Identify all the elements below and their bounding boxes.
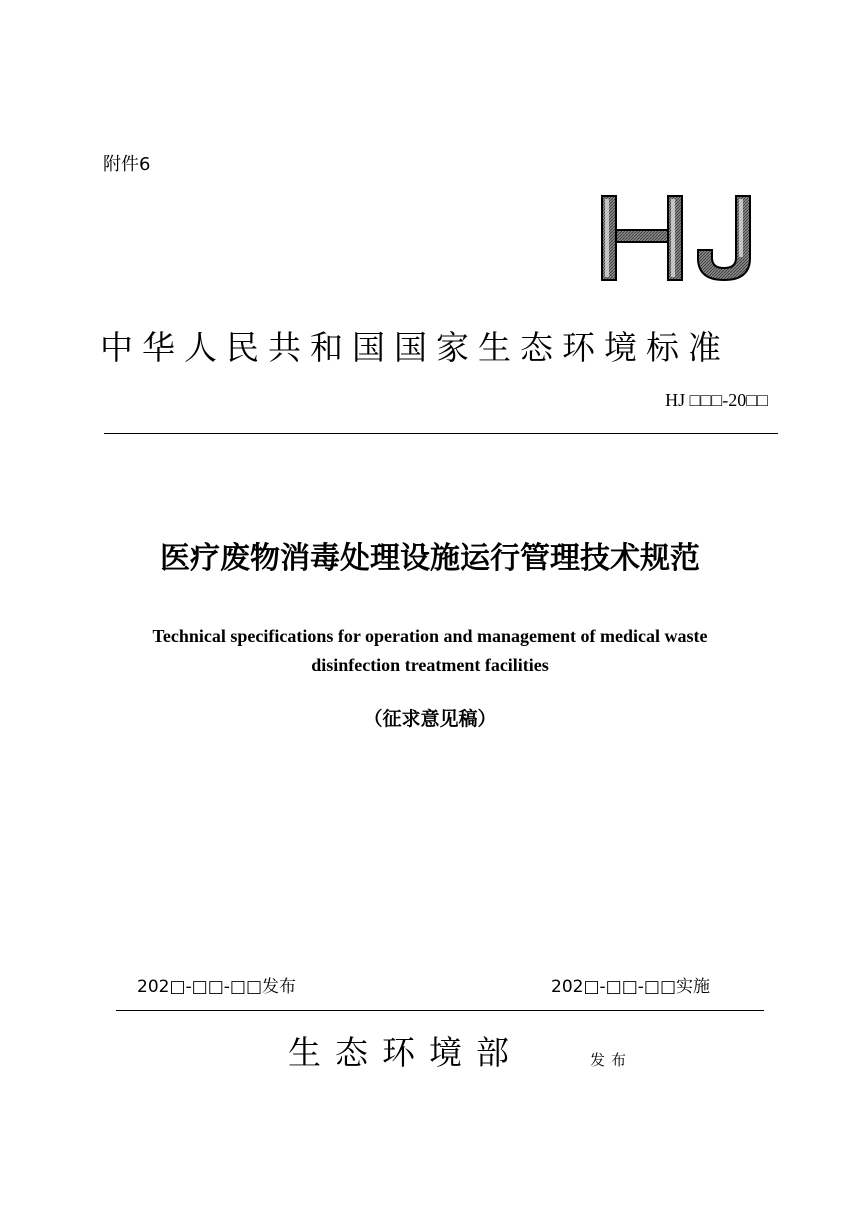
- issuer-action: 发布: [590, 1051, 633, 1069]
- footer-divider: [116, 1010, 764, 1011]
- implement-date: 202□-□□-□□实施: [551, 977, 711, 997]
- attachment-label: 附件6: [103, 154, 151, 175]
- document-title-cn: 医疗废物消毒处理设施运行管理技术规范: [160, 541, 700, 576]
- title-en-line-2: disinfection treatment facilities: [311, 655, 549, 675]
- issuer-name: 生态环境部: [288, 1033, 523, 1072]
- logo-letter-h: [602, 196, 682, 280]
- header-divider: [104, 433, 778, 434]
- publish-date: 202□-□□-□□发布: [137, 977, 297, 997]
- draft-status: （征求意见稿）: [363, 708, 497, 730]
- title-en-line-1: Technical specifications for operation and management of medical waste: [152, 626, 708, 646]
- logo-letter-j: [698, 196, 750, 280]
- hj-logo: [598, 192, 758, 284]
- document-title-en: [0, 622, 860, 680]
- standard-code: HJ □□□-20□□: [665, 390, 768, 410]
- standard-name: 中华人民共和国国家生态环境标准: [100, 328, 730, 367]
